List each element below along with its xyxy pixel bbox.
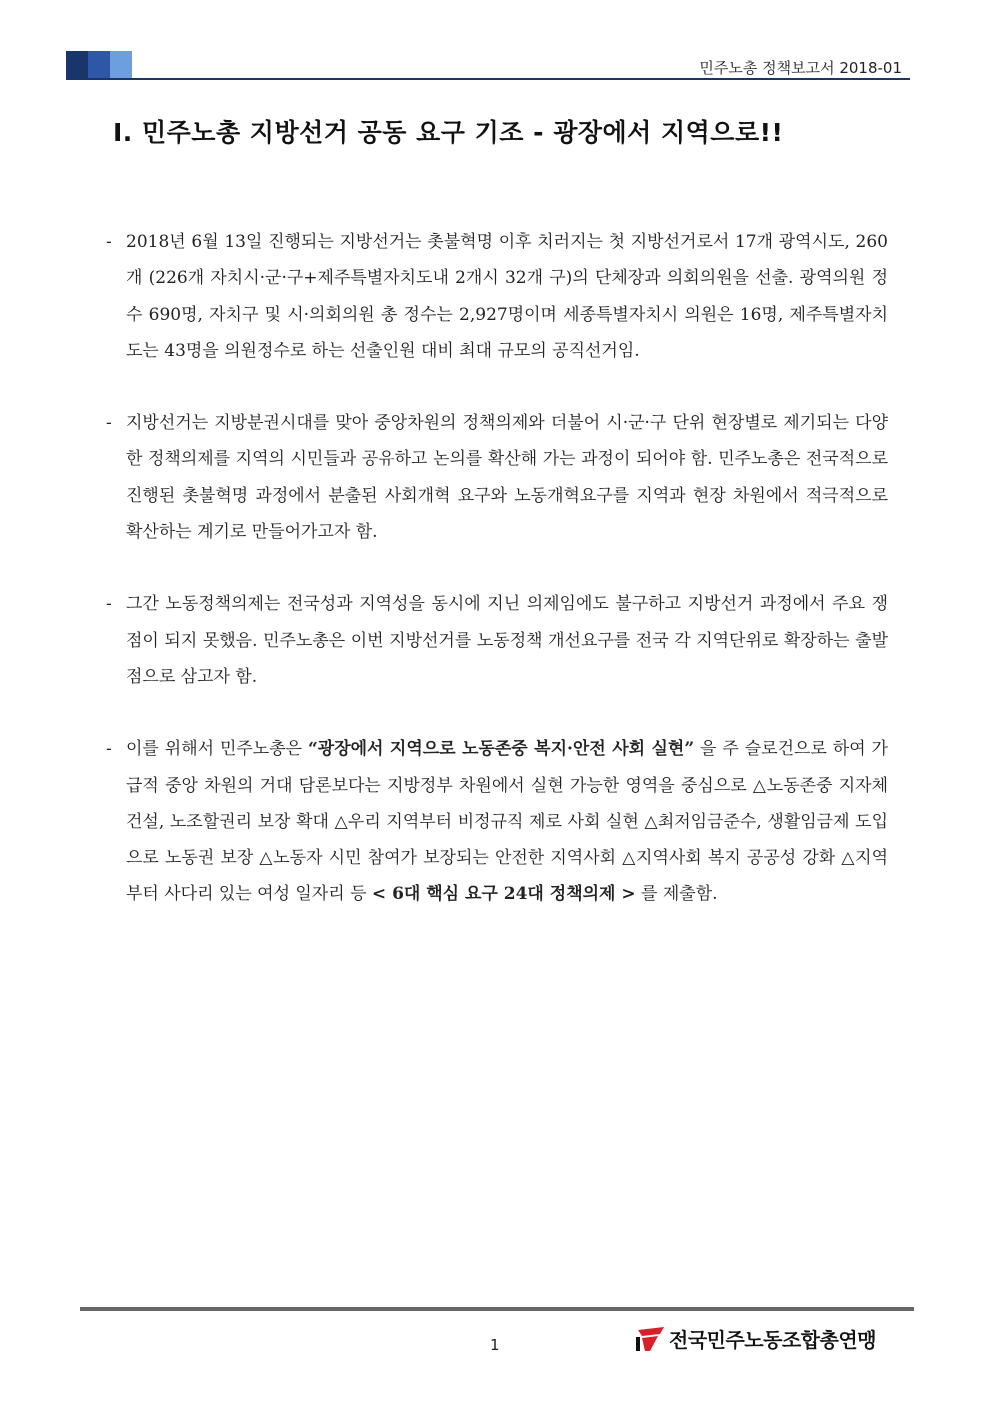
bullet-dash: - (106, 594, 112, 615)
bullet-paragraph-1 (106, 224, 888, 369)
report-header-title: 민주노총 정책보고서 2018-01 (699, 59, 902, 77)
header-block-light (110, 51, 132, 79)
document-body (106, 224, 888, 949)
kctu-logo-icon (636, 1326, 666, 1352)
footer-rule (80, 1307, 914, 1311)
bullet-dash: - (106, 413, 112, 434)
header-color-blocks (66, 51, 132, 79)
bullet-dash: - (106, 232, 112, 252)
header-block-dark (66, 51, 88, 79)
core-demands-bold: < 6대 핵심 요구 24대 정책의제 > (371, 884, 636, 905)
header-rule (66, 78, 910, 80)
bullet-text-after: 를 제출함. (635, 884, 718, 905)
slogan-bold: “광장에서 지역으로 노동존중 복지·안전 사회 실현” (308, 739, 695, 760)
bullet-text: 2018년 6월 13일 진행되는 지방선거는 촛불혁명 이후 치러지는 첫 지방선거로서 17개 광역시도, 260개 (226개 자치시·군·구+제주특별자치도내 2개시 32개 구)의 단체장과 의회의원을 선출. 광역의원 정수 690명, 자치구 및 시·의회의원 총 정수는 2,927명이며 세종특별자치시 의원은 16명, 제주특별자치도는 43명을 의원정수로 하는 선출인원 대비 최대 규모의 공직선거임. (126, 232, 888, 361)
bullet-paragraph-4 (106, 731, 888, 912)
header-block-mid (88, 51, 110, 79)
page-number: 1 (490, 1336, 500, 1354)
bullet-text-middle: 을 주 슬로건으로 하여 가급적 중앙 차원의 거대 담론보다는 지방정부 차원에서 실현 가능한 영역을 중심으로 △노동존중 지자체 건설, 노조할권리 보장 확대 △우리 지역부터 비정규직 제로 사회 실현 △최저임금준수, 생활임금제 도입으로 노동권 보장 △노동자 시민 참여가 보장되는 안전한 지역사회 △지역사회 복지 공공성 강화 △지역부터 사다리 있는 여성 일자리 등 (126, 739, 888, 905)
org-logo (636, 1324, 876, 1353)
org-name: 전국민주노동조합총연맹 (669, 1328, 877, 1352)
bullet-text: 지방선거는 지방분권시대를 맞아 중앙차원의 정책의제와 더불어 시·군·구 단위 현장별로 제기되는 다양한 정책의제를 지역의 시민들과 공유하고 논의를 확산해 가는 과정이 되어야 함. 민주노총은 전국적으로 진행된 촛불혁명 과정에서 분출된 사회개혁 요구와 노동개혁요구를 지역과 현장 차원에서 적극적으로 확산하는 계기로 만들어가고자 함. (126, 413, 888, 543)
bullet-dash: - (106, 739, 112, 760)
bullet-text-before: 이를 위해서 민주노총은 (126, 739, 308, 760)
page-title: Ⅰ. 민주노총 지방선거 공동 요구 기조 - 광장에서 지역으로!! (113, 118, 784, 147)
bullet-paragraph-2 (106, 405, 888, 550)
bullet-text: 그간 노동정책의제는 전국성과 지역성을 동시에 지닌 의제임에도 불구하고 지방선거 과정에서 주요 쟁점이 되지 못했음. 민주노총은 이번 지방선거를 노동정책 개선요구를 전국 각 지역단위로 확장하는 출발점으로 삼고자 함. (126, 594, 888, 687)
bullet-paragraph-3 (106, 586, 888, 695)
